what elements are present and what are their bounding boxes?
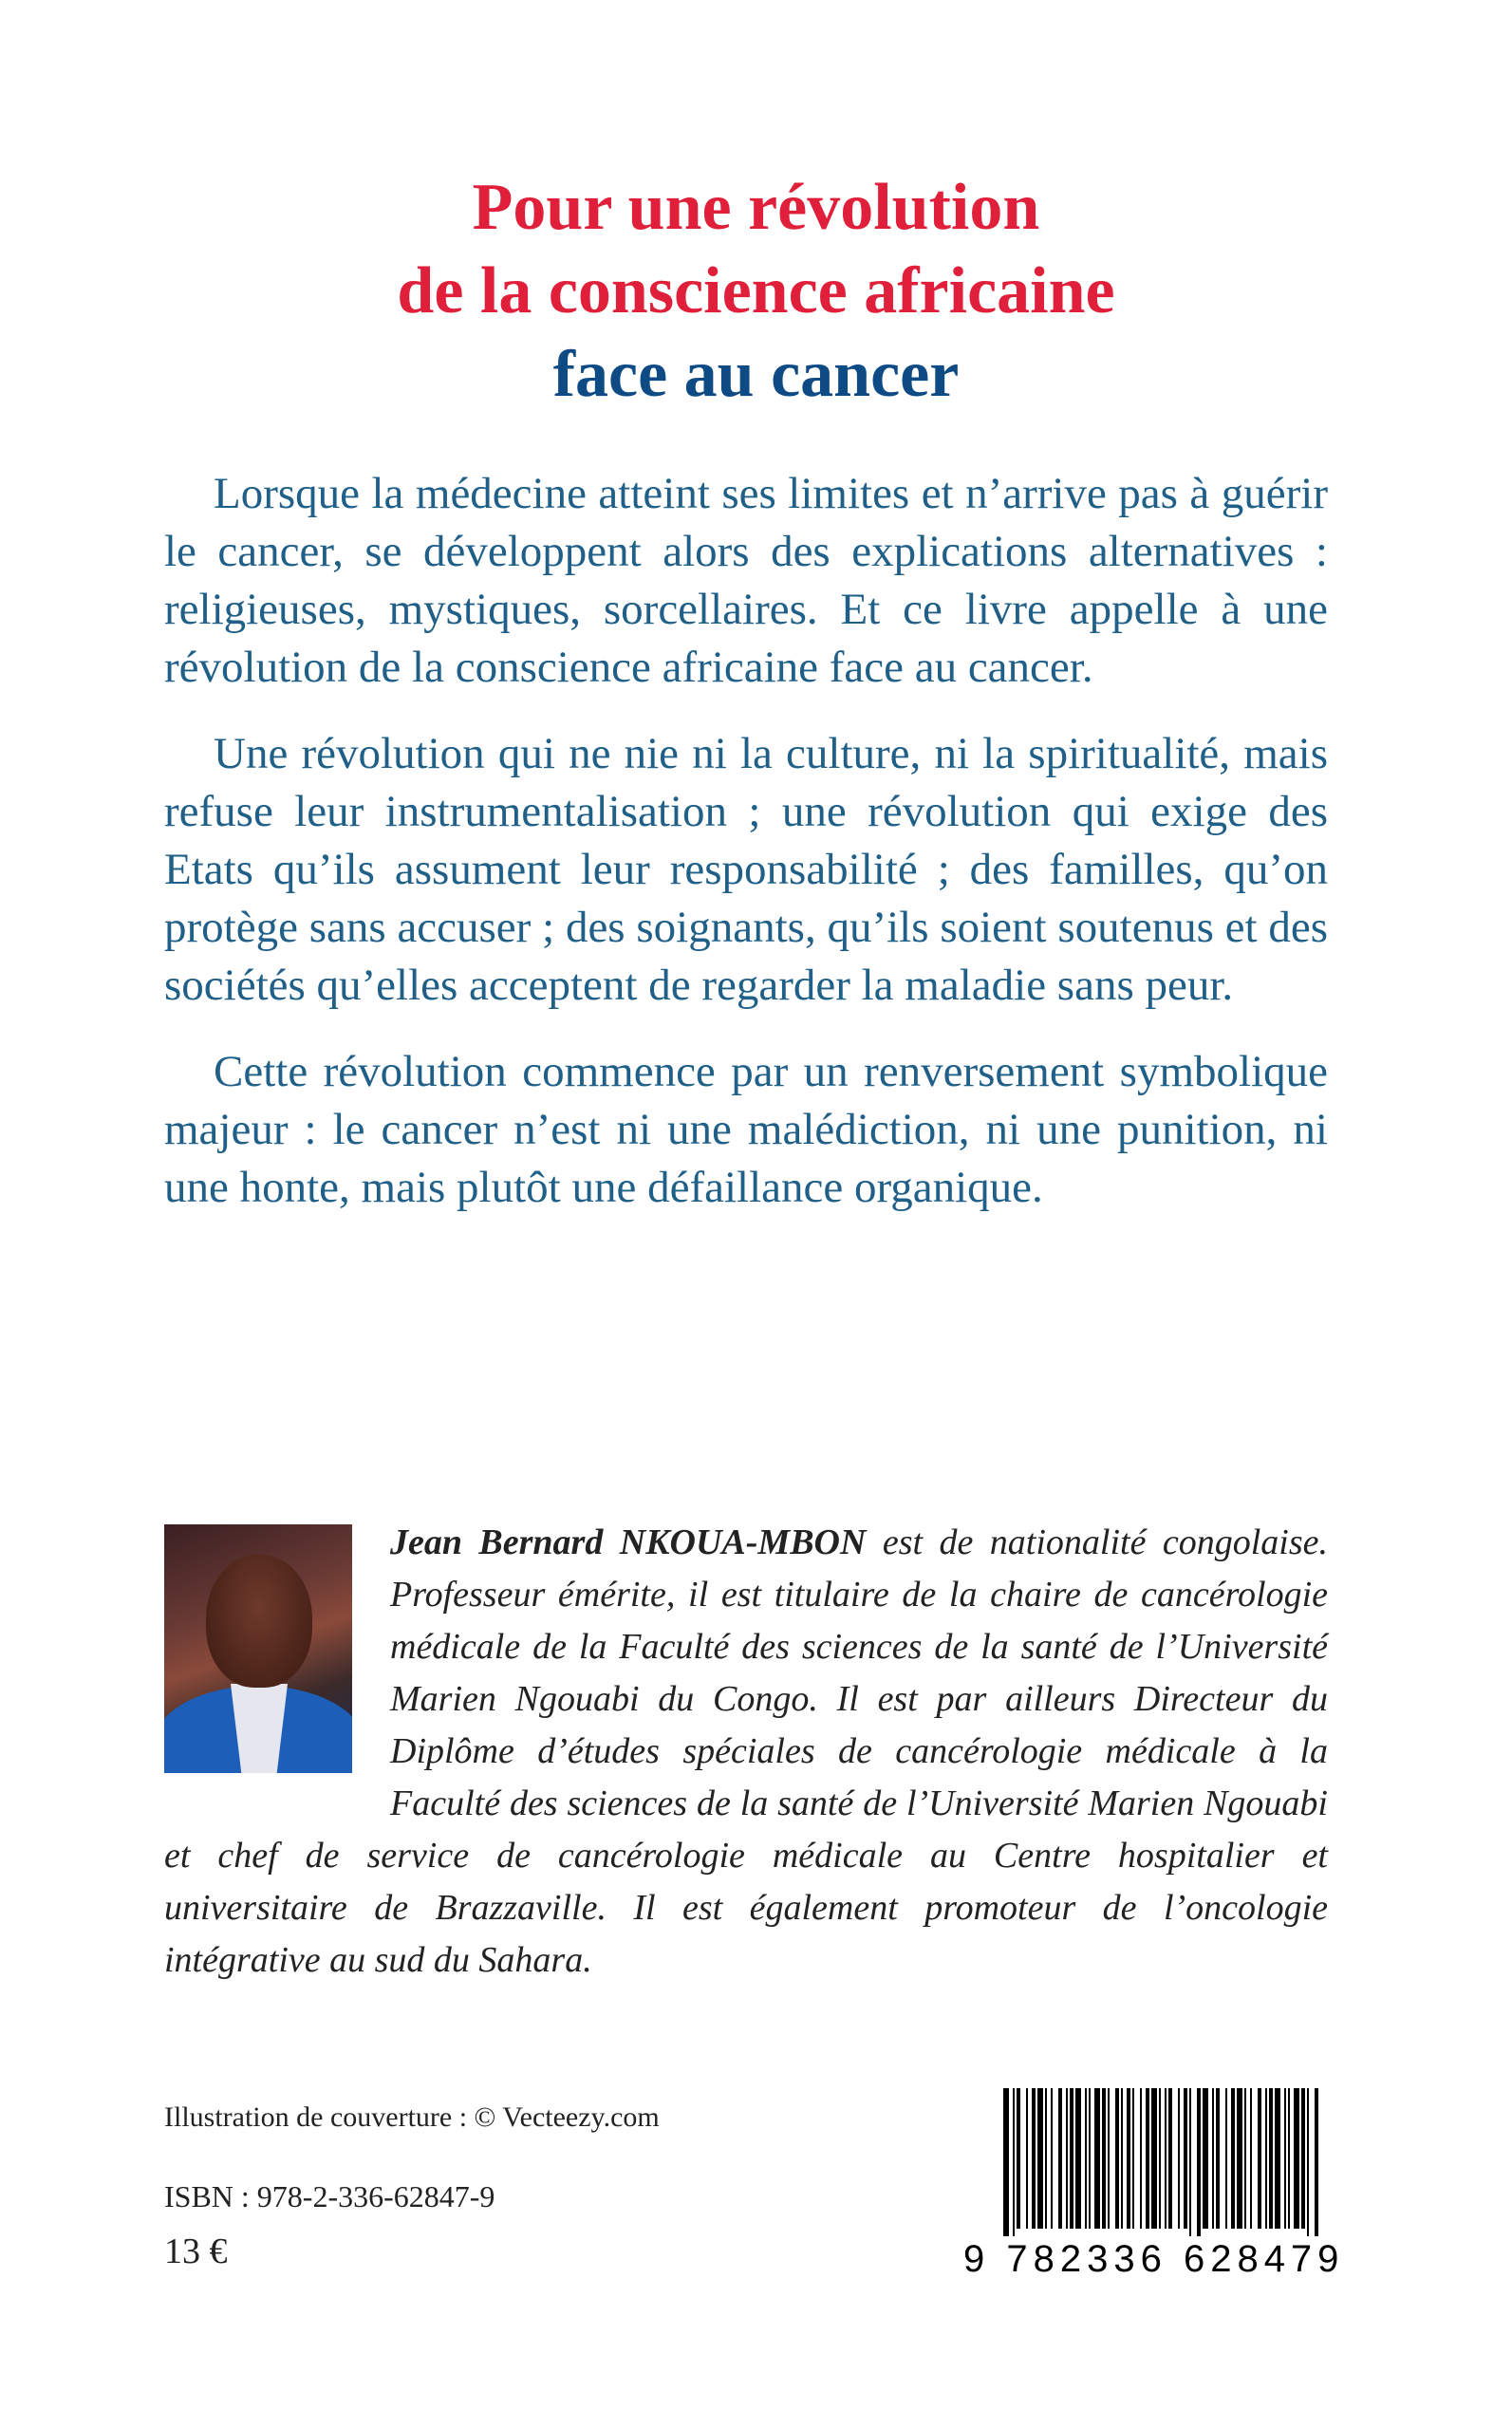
title-line-1: Pour une révolution — [472, 170, 1040, 244]
barcode-digits: 9 782336 628479 — [963, 2238, 1345, 2280]
illustration-credit: Illustration de couverture : © Vecteezy.com — [164, 2101, 660, 2133]
price: 13 € — [164, 2232, 228, 2271]
book-title — [0, 166, 1512, 417]
author-bio — [164, 1517, 1328, 1987]
blurb-paragraph-1: Lorsque la médecine atteint ses limites et n’arrive pas à guérir le cancer, se développent alors des explications alternatives : religieuses, mystiques, sorcellaires. Et ce livre appelle à une révolution de la conscience africaine face au cancer. — [164, 469, 1328, 692]
barcode-bars — [963, 2088, 1329, 2236]
author-name: Jean Bernard NKOUA-MBON — [390, 1522, 867, 1562]
isbn: ISBN : 978-2-336-62847-9 — [164, 2179, 495, 2213]
blurb — [164, 465, 1328, 1245]
blurb-paragraph-3: Cette révolution commence par un renversement symbolique majeur : le cancer n’est ni une malédiction, ni une punition, ni une honte, mais plutôt une défaillance organique. — [164, 1047, 1328, 1212]
author-photo — [164, 1524, 352, 1773]
title-line-2: de la conscience africaine — [397, 253, 1115, 327]
title-line-3: face au cancer — [552, 337, 960, 411]
author-bio-text: est de nationalité congolaise. Professeur émérite, il est titulaire de la chaire de cancérologie médicale de la Faculté des sciences de la santé de l’Université Marien Ngouabi du Congo. Il est par ailleurs Directeur du Diplôme d’études spéciales de cancérologie médicale à la Faculté des sciences de la santé de l’Université Marien Ngouabi et chef de service de cancérologie médicale au Centre hospitalier et universitaire de Brazzaville. Il est également promoteur de l’oncologie intégrative au sud du Sahara. — [164, 1522, 1328, 1980]
blurb-paragraph-2: Une révolution qui ne nie ni la culture, ni la spiritualité, mais refuse leur instrumentalisation ; une révolution qui exige des Etats qu’ils assument leur responsabilité ; des familles, qu’on protège sans accuser ; des soignants, qu’ils soient soutenus et des sociétés qu’elles acceptent de regarder la maladie sans peur. — [164, 729, 1328, 1010]
barcode — [963, 2088, 1345, 2280]
